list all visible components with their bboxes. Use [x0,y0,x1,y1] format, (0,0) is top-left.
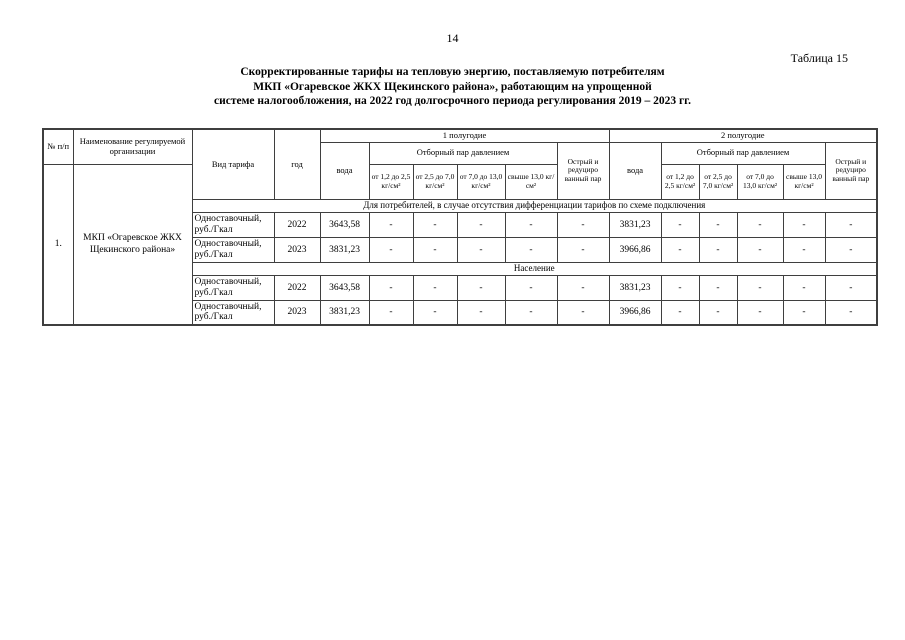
value-cell: - [699,300,737,325]
value-cell: - [369,212,413,237]
header-row-1 [43,129,877,142]
table-label: Таблица 15 [790,51,848,65]
value-cell: - [661,212,699,237]
row-number-cell: 1. [43,164,73,325]
page-number: 14 [446,31,459,45]
value-cell: 3966,86 [609,300,661,325]
value-cell: 3831,23 [320,237,369,262]
value-cell: - [699,212,737,237]
tariff-table [42,128,878,326]
col-header-p2-h1: от 2,5 до 7,0 кг/см² [413,164,457,199]
col-header-half1: 1 полугодие [320,129,609,142]
col-header-p2-h2: от 2,5 до 7,0 кг/см² [699,164,737,199]
tariff-type-cell: Одноставочный, руб./Гкал [192,275,274,300]
col-header-year: год [274,129,320,199]
value-cell: - [505,212,557,237]
value-cell: - [413,212,457,237]
value-cell: - [505,275,557,300]
col-header-half2: 2 полугодие [609,129,877,142]
col-header-p3-h2: от 7,0 до 13,0 кг/см² [737,164,783,199]
tariff-type-cell: Одноставочный, руб./Гкал [192,212,274,237]
col-header-steam-group-h2: Отборный пар давлением [661,142,825,164]
value-cell: - [783,300,825,325]
header-row-3 [43,164,877,199]
year-cell: 2022 [274,212,320,237]
value-cell: 3966,86 [609,237,661,262]
value-cell: 3831,23 [609,212,661,237]
col-header-tariff-type: Вид тарифа [192,129,274,199]
value-cell: 3643,58 [320,212,369,237]
value-cell: - [457,237,505,262]
value-cell: - [783,212,825,237]
value-cell: - [457,212,505,237]
col-header-p1-h1: от 1,2 до 2,5 кг/см² [369,164,413,199]
value-cell: - [783,275,825,300]
value-cell: - [505,300,557,325]
col-header-steam-group-h1: Отборный пар давлением [369,142,557,164]
col-header-p1-h2: от 1,2 до 2,5 кг/см² [661,164,699,199]
value-cell: - [413,275,457,300]
col-header-sharp-steam-h1: Острый и редуциро ванный пар [557,142,609,199]
value-cell: - [413,237,457,262]
value-cell: - [369,275,413,300]
col-header-sharp-steam-h2: Острый и редуциро ванный пар [825,142,877,199]
title-line-2: МКП «Огаревское ЖКХ Щекинского района», работающим на упрощенной [253,80,652,93]
value-cell: - [737,275,783,300]
col-header-p4-h2: свыше 13,0 кг/см² [783,164,825,199]
title-line-1: Скорректированные тарифы на тепловую энергию, поставляемую потребителям [240,66,665,78]
year-cell: 2022 [274,275,320,300]
value-cell: - [737,300,783,325]
section-band-consumers-label: Для потребителей, в случае отсутствия дифференциации тарифов по схеме подключения [192,199,877,212]
value-cell: - [783,237,825,262]
value-cell: - [825,212,877,237]
tariff-type-cell: Одноставочный, руб./Гкал [192,237,274,262]
value-cell: - [369,300,413,325]
value-cell: - [825,275,877,300]
value-cell: - [457,300,505,325]
value-cell: - [661,275,699,300]
value-cell: - [661,300,699,325]
value-cell: - [737,237,783,262]
title-line-3: системе налогообложения, на 2022 год долгосрочного периода регулирования 2019 – 2023 гг. [214,95,691,107]
col-header-num: № п/п [43,129,73,164]
organization-name-cell: МКП «Огаревское ЖКХ Щекинского района» [73,164,192,325]
value-cell: - [557,237,609,262]
value-cell: - [661,237,699,262]
value-cell: 3831,23 [609,275,661,300]
col-header-p4-h1: свыше 13,0 кг/см² [505,164,557,199]
value-cell: - [825,237,877,262]
col-header-org: Наименование регулируемой организации [73,129,192,164]
col-header-water-h1: вода [320,142,369,199]
value-cell: 3831,23 [320,300,369,325]
document-title [0,65,905,109]
year-cell: 2023 [274,300,320,325]
value-cell: - [457,275,505,300]
value-cell: - [825,300,877,325]
value-cell: - [413,300,457,325]
value-cell: - [699,237,737,262]
value-cell: - [369,237,413,262]
value-cell: - [699,275,737,300]
col-header-water-h2: вода [609,142,661,199]
value-cell: - [557,275,609,300]
value-cell: - [557,212,609,237]
tariff-type-cell: Одноставочный, руб./Гкал [192,300,274,325]
value-cell: - [505,237,557,262]
value-cell: - [557,300,609,325]
value-cell: - [737,212,783,237]
year-cell: 2023 [274,237,320,262]
section-band-population-label: Население [192,262,877,275]
value-cell: 3643,58 [320,275,369,300]
col-header-p3-h1: от 7,0 до 13,0 кг/см² [457,164,505,199]
